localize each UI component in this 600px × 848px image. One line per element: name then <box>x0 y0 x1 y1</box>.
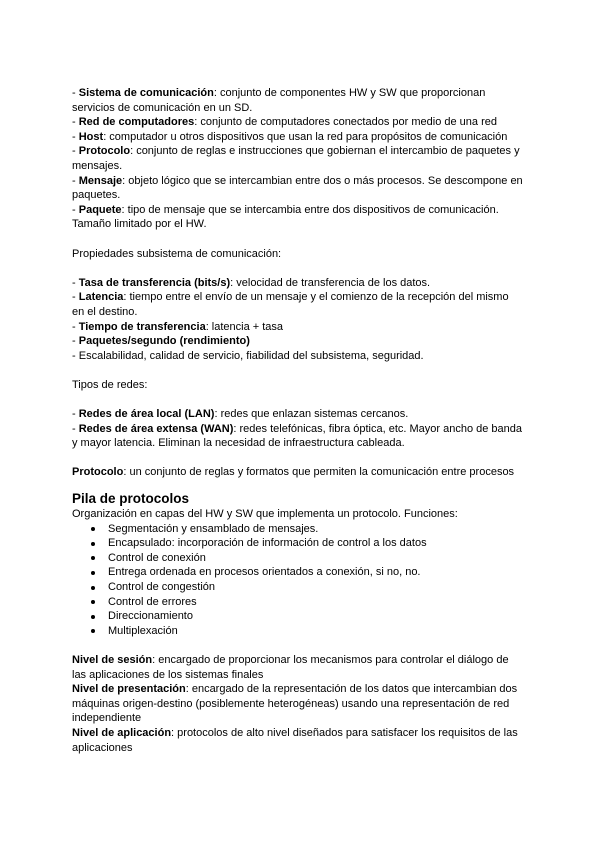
description: Escalabilidad, calidad de servicio, fiabilidad del subsistema, seguridad. <box>78 349 424 362</box>
property-item: - Tasa de transferencia (bits/s): velocidad de transferencia de los datos. <box>72 276 431 289</box>
term: Nivel de sesión <box>72 653 153 666</box>
description: : tipo de mensaje que se intercambia entre dos dispositivos de comunicación. Tamaño limitado por el HW. <box>72 203 499 231</box>
definition-item: - Mensaje: objeto lógico que se intercambian entre dos o más procesos. Se descompone en paquetes. <box>72 174 523 202</box>
term: Latencia <box>78 291 124 304</box>
property-item: - Escalabilidad, calidad de servicio, fiabilidad del subsistema, seguridad. <box>72 349 424 362</box>
term: Host <box>78 130 104 143</box>
term: Nivel de presentación <box>72 683 186 696</box>
description: : redes que enlazan sistemas cercanos. <box>214 408 409 421</box>
properties-list <box>72 276 542 364</box>
definition-item: - Paquete: tipo de mensaje que se intercambia entre dos dispositivos de comunicación. Tamaño limitado por el HW. <box>72 203 499 231</box>
networks-list <box>72 407 542 451</box>
description: : latencia + tasa <box>205 320 284 333</box>
term: Paquete <box>78 203 122 216</box>
term: Tiempo de transferencia <box>78 320 206 333</box>
protocol-definition <box>72 465 542 480</box>
section-heading: Pila de protocolos <box>72 491 190 507</box>
networks-title: Tipos de redes: <box>72 378 148 391</box>
list-item: Encapsulado: incorporación de información de control a los datos <box>72 536 542 551</box>
properties-title: Propiedades subsistema de comunicación: <box>72 247 282 260</box>
levels-list <box>72 653 542 755</box>
description: : tiempo entre el envío de un mensaje y el comienzo de la recepción del mismo en el destino. <box>72 291 509 318</box>
network-item: - Redes de área extensa (WAN): redes telefónicas, fibra óptica, etc. Mayor ancho de banda y mayor latencia. Eliminan la necesidad de infraestructura cableada. <box>72 422 523 450</box>
property-item: - Tiempo de transferencia: latencia + tasa <box>72 320 284 333</box>
term: Redes de área local (LAN) <box>78 408 215 421</box>
description: : protocolos de alto nivel diseñados para satisfacer los requisitos de las aplicaciones <box>72 726 518 754</box>
term: Nivel de aplicación <box>72 726 172 739</box>
description: : encargado de proporcionar los mecanismos para controlar el diálogo de las aplicaciones de los sistemas finales <box>72 653 509 681</box>
list-item: Segmentación y ensamblado de mensajes. <box>72 522 542 537</box>
list-item: Control de errores <box>72 595 542 610</box>
stack-intro: Organización en capas del HW y SW que implementa un protocolo. Funciones: <box>72 508 458 521</box>
network-item: - Redes de área local (LAN): redes que enlazan sistemas cercanos. <box>72 408 409 421</box>
list-item: Control de conexión <box>72 551 542 566</box>
list-item: Control de congestión <box>72 580 542 595</box>
term: Paquetes/segundo (rendimiento) <box>78 335 250 348</box>
description: : redes telefónicas, fibra óptica, etc. Mayor ancho de banda y mayor latencia. Eliminan la necesidad de infraestructura cableada. <box>72 422 523 450</box>
term: Tasa de transferencia (bits/s) <box>78 276 231 289</box>
property-item: - Latencia: tiempo entre el envío de un mensaje y el comienzo de la recepción del mismo en el destino. <box>72 291 509 318</box>
term: Protocolo <box>78 145 131 158</box>
list-item: Direccionamiento <box>72 609 542 624</box>
list-item: Entrega ordenada en procesos orientados a conexión, si no, no. <box>72 565 542 580</box>
definition-item: - Sistema de comunicación: conjunto de componentes HW y SW que proporcionan servicios de comunicación en un SD. <box>72 87 486 114</box>
description: : conjunto de reglas e instrucciones que gobiernan el intercambio de paquetes y mensajes. <box>72 145 520 172</box>
term: Sistema de comunicación <box>78 87 214 99</box>
list-item: Multiplexación <box>72 624 542 639</box>
definition-item: - Protocolo: conjunto de reglas e instrucciones que gobiernan el intercambio de paquetes y mensajes. <box>72 145 520 172</box>
term: Redes de área extensa (WAN) <box>78 422 234 435</box>
term: Mensaje <box>78 174 123 187</box>
definitions-list <box>72 86 542 232</box>
description: : conjunto de componentes HW y SW que proporcionan servicios de comunicación en un SD. <box>72 87 486 114</box>
level-item <box>72 726 542 755</box>
description: : computador u otros dispositivos que usan la red para propósitos de comunicación <box>103 130 508 143</box>
property-item: - Paquetes/segundo (rendimiento) <box>72 335 250 348</box>
functions-list <box>72 522 542 639</box>
definition-item: - Host: computador u otros dispositivos que usan la red para propósitos de comunicación <box>72 130 508 143</box>
description: : encargado de la representación de los datos que intercambian dos máquinas origen-destino (posiblemente heterogéneas) usando una representación de red independiente <box>72 683 518 725</box>
description: : conjunto de computadores conectados por medio de una red <box>194 116 497 129</box>
definition-item: - Red de computadores: conjunto de computadores conectados por medio de una red <box>72 116 497 129</box>
term: Red de computadores <box>78 116 195 129</box>
level-item <box>72 682 542 726</box>
description: : un conjunto de reglas y formatos que permiten la comunicación entre procesos <box>123 466 515 479</box>
document-page <box>72 86 542 755</box>
description: : objeto lógico que se intercambian entre dos o más procesos. Se descompone en paquetes. <box>72 174 523 202</box>
description: : velocidad de transferencia de los datos. <box>230 276 431 289</box>
term: Protocolo <box>72 466 124 479</box>
level-item <box>72 653 542 682</box>
